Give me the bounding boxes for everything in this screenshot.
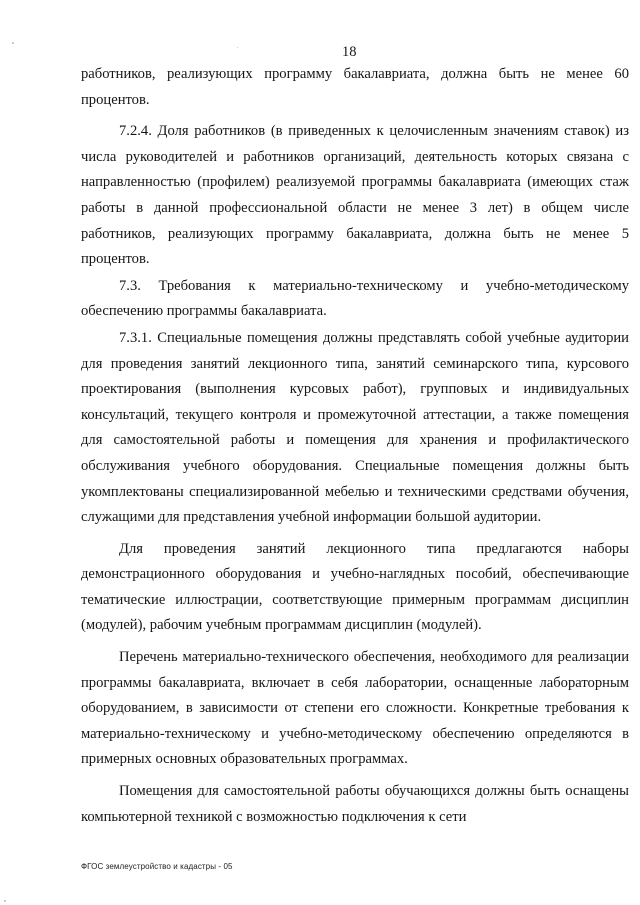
paragraph-continuation: работников, реализующих программу бакалавриата, должна быть не менее 60 процентов. [81, 66, 629, 108]
paragraph-7-3-heading: 7.3. Требования к материально-техническому и учебно-методическому обеспечению программы бакалавриата. [81, 277, 629, 320]
scan-speck [237, 47, 238, 48]
page-number: 18 [342, 44, 357, 60]
document-body [81, 62, 629, 830]
paragraph-self-study-rooms: Помещения для самостоятельной работы обучающихся должны быть оснащены компьютерной техникой с возможностью подключения к сети [81, 783, 629, 825]
paragraph-lecture-equipment: Для проведения занятий лекционного типа предлагаются наборы демонстрационного оборудования и учебно-наглядных пособий, обеспечивающие тематические иллюстрации, соответствующие примерным программам дисциплин (модулей), рабочим учебным программам дисциплин (модулей). [81, 540, 629, 634]
footer-note: ФГОС землеустройство и кадастры - 05 [81, 862, 233, 871]
paragraph-equipment-list: Перечень материально-технического обеспечения, необходимого для реализации программы бакалавриата, включает в себя лаборатории, оснащенные лабораторным оборудованием, в зависимости от степени его сложности. Конкретные требования к материально-техническому и учебно-методическому обеспечению определяются в примерных основных образовательных программах. [81, 649, 629, 768]
scan-speck [4, 900, 6, 902]
paragraph-7-3-1: 7.3.1. Специальные помещения должны представлять собой учебные аудитории для проведения занятий лекционного типа, занятий семинарского типа, курсового проектирования (выполнения курсовых работ), групповых и индивидуальных консультаций, текущего контроля и промежуточной аттестации, а также помещения для самостоятельной работы и помещения для хранения и профилактического обслуживания учебного оборудования. Специальные помещения должны быть укомплектованы специализированной мебелью и техническими средствами обучения, служащими для представления учебной информации большой аудитории. [81, 329, 629, 526]
scan-speck [12, 42, 14, 44]
paragraph-7-2-4: 7.2.4. Доля работников (в приведенных к целочисленным значениям ставок) из числа руководителей и работников организаций, деятельность которых связана с направленностью (профилем) реализуемой программы бакалавриата (имеющих стаж работы в данной профессиональной области не менее 3 лет) в общем числе работников, реализующих программу бакалавриата, должна быть не менее 5 процентов. [81, 123, 629, 268]
